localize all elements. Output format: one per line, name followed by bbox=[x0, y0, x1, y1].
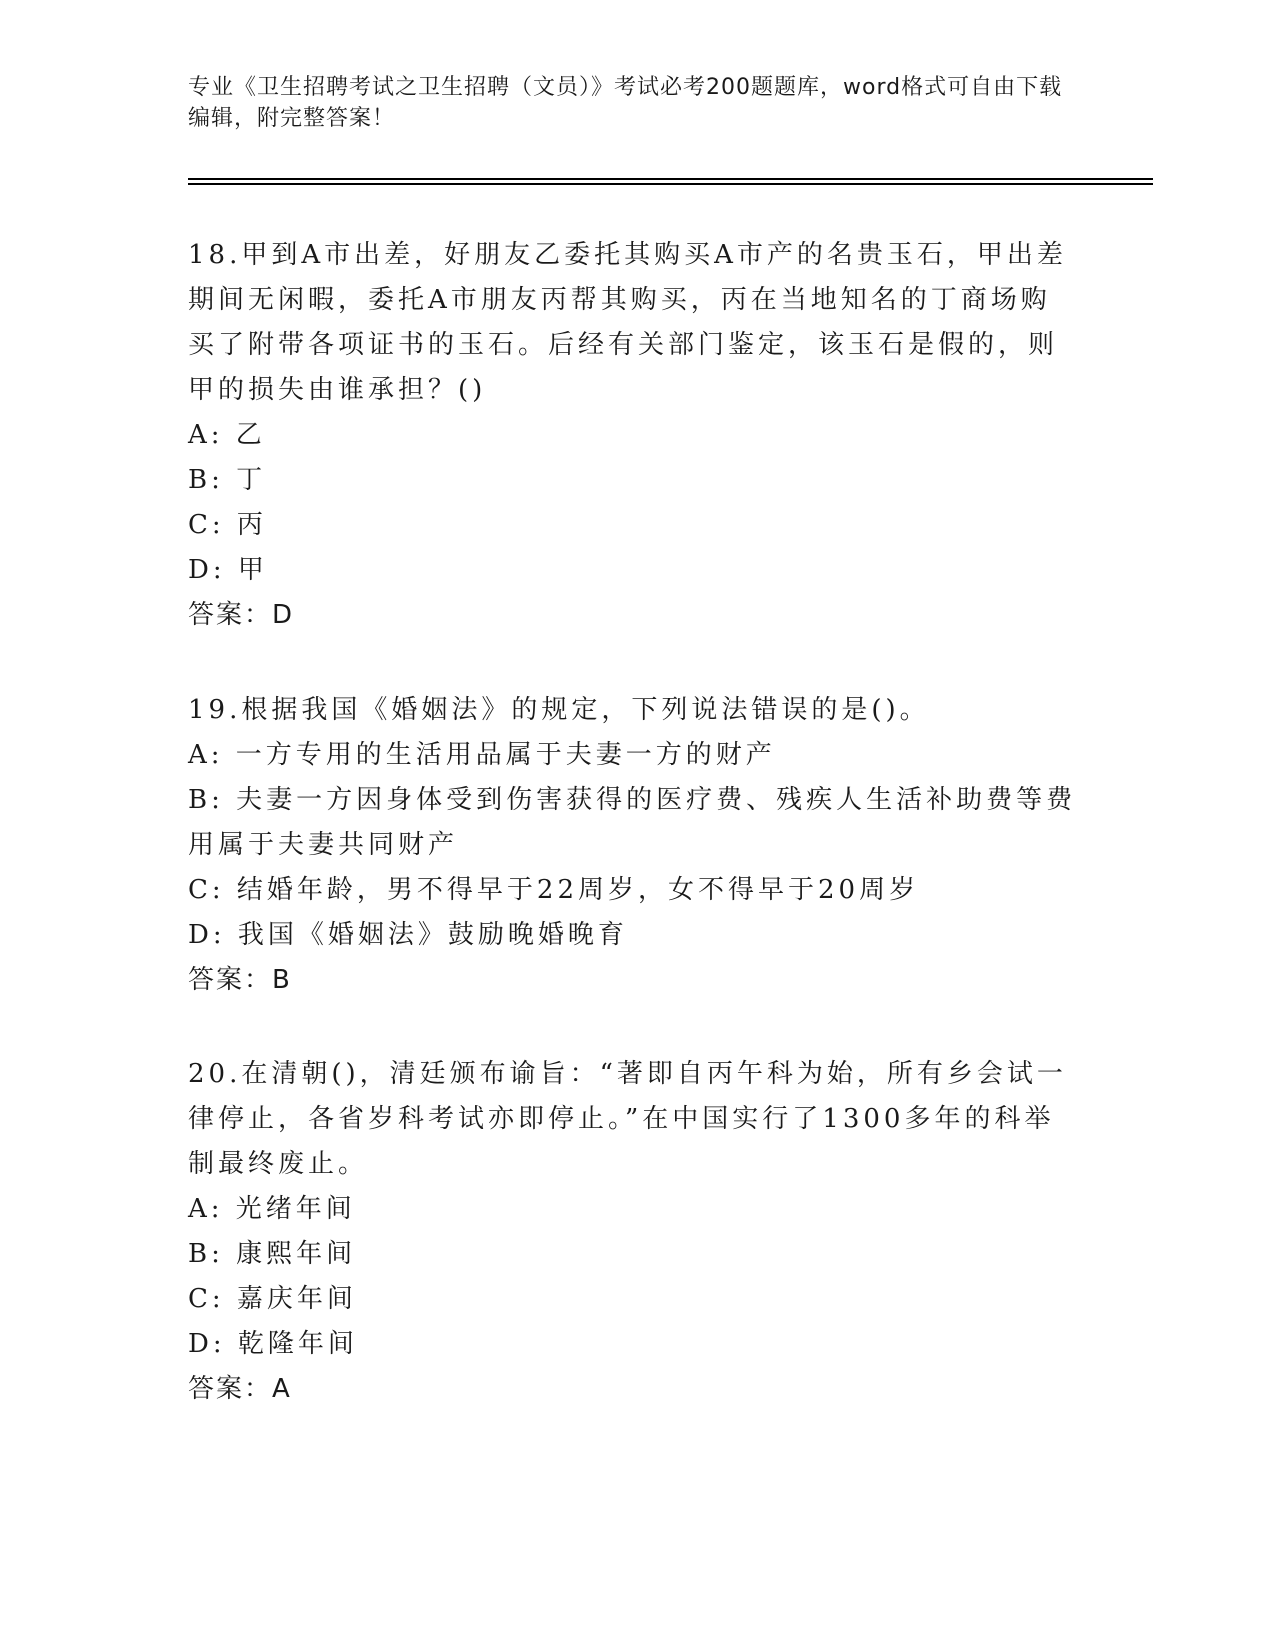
question-stem: 20.在清朝()，清廷颁布谕旨：“著即自丙午科为始，所有乡会试一律停止，各省岁科考试亦即停止。”在中国实行了1300多年的科举制最终废止。 bbox=[188, 1059, 1067, 1179]
option-d: D: 我国《婚姻法》鼓励晚婚晚育 bbox=[188, 920, 628, 950]
option-c: C: 结婚年龄，男不得早于22周岁，女不得早于20周岁 bbox=[188, 875, 920, 905]
document-header: 专业《卫生招聘考试之卫生招聘（文员）》考试必考200题题库，word格式可自由下载编辑，附完整答案！ bbox=[188, 75, 1063, 131]
answer-line: 答案：A bbox=[188, 1374, 292, 1404]
header-divider-bottom bbox=[188, 183, 1153, 185]
option-d: D: 甲 bbox=[188, 555, 268, 585]
option-c: C: 嘉庆年间 bbox=[188, 1284, 357, 1314]
option-a: A: 乙 bbox=[188, 420, 266, 450]
option-d: D: 乾隆年间 bbox=[188, 1329, 358, 1359]
question-18 bbox=[188, 233, 1078, 638]
option-b: B: 康熙年间 bbox=[188, 1239, 357, 1269]
header-divider-top bbox=[188, 178, 1153, 180]
option-b: B: 丁 bbox=[188, 465, 267, 495]
answer-line: 答案：B bbox=[188, 965, 292, 995]
option-a: A: 光绪年间 bbox=[188, 1194, 356, 1224]
question-19 bbox=[188, 688, 1078, 1003]
question-stem: 18.甲到A市出差，好朋友乙委托其购买A市产的名贵玉石，甲出差期间无闲暇，委托A市朋友丙帮其购买，丙在当地知名的丁商场购买了附带各项证书的玉石。后经有关部门鉴定，该玉石是假的，则甲的损失由谁承担？() bbox=[188, 240, 1067, 405]
option-b: B: 夫妻一方因身体受到伤害获得的医疗费、残疾人生活补助费等费用属于夫妻共同财产 bbox=[188, 785, 1077, 860]
question-stem: 19.根据我国《婚姻法》的规定，下列说法错误的是()。 bbox=[188, 695, 930, 725]
option-c: C: 丙 bbox=[188, 510, 267, 540]
question-20 bbox=[188, 1052, 1078, 1412]
answer-line: 答案：D bbox=[188, 600, 295, 630]
option-a: A: 一方专用的生活用品属于夫妻一方的财产 bbox=[188, 740, 776, 770]
